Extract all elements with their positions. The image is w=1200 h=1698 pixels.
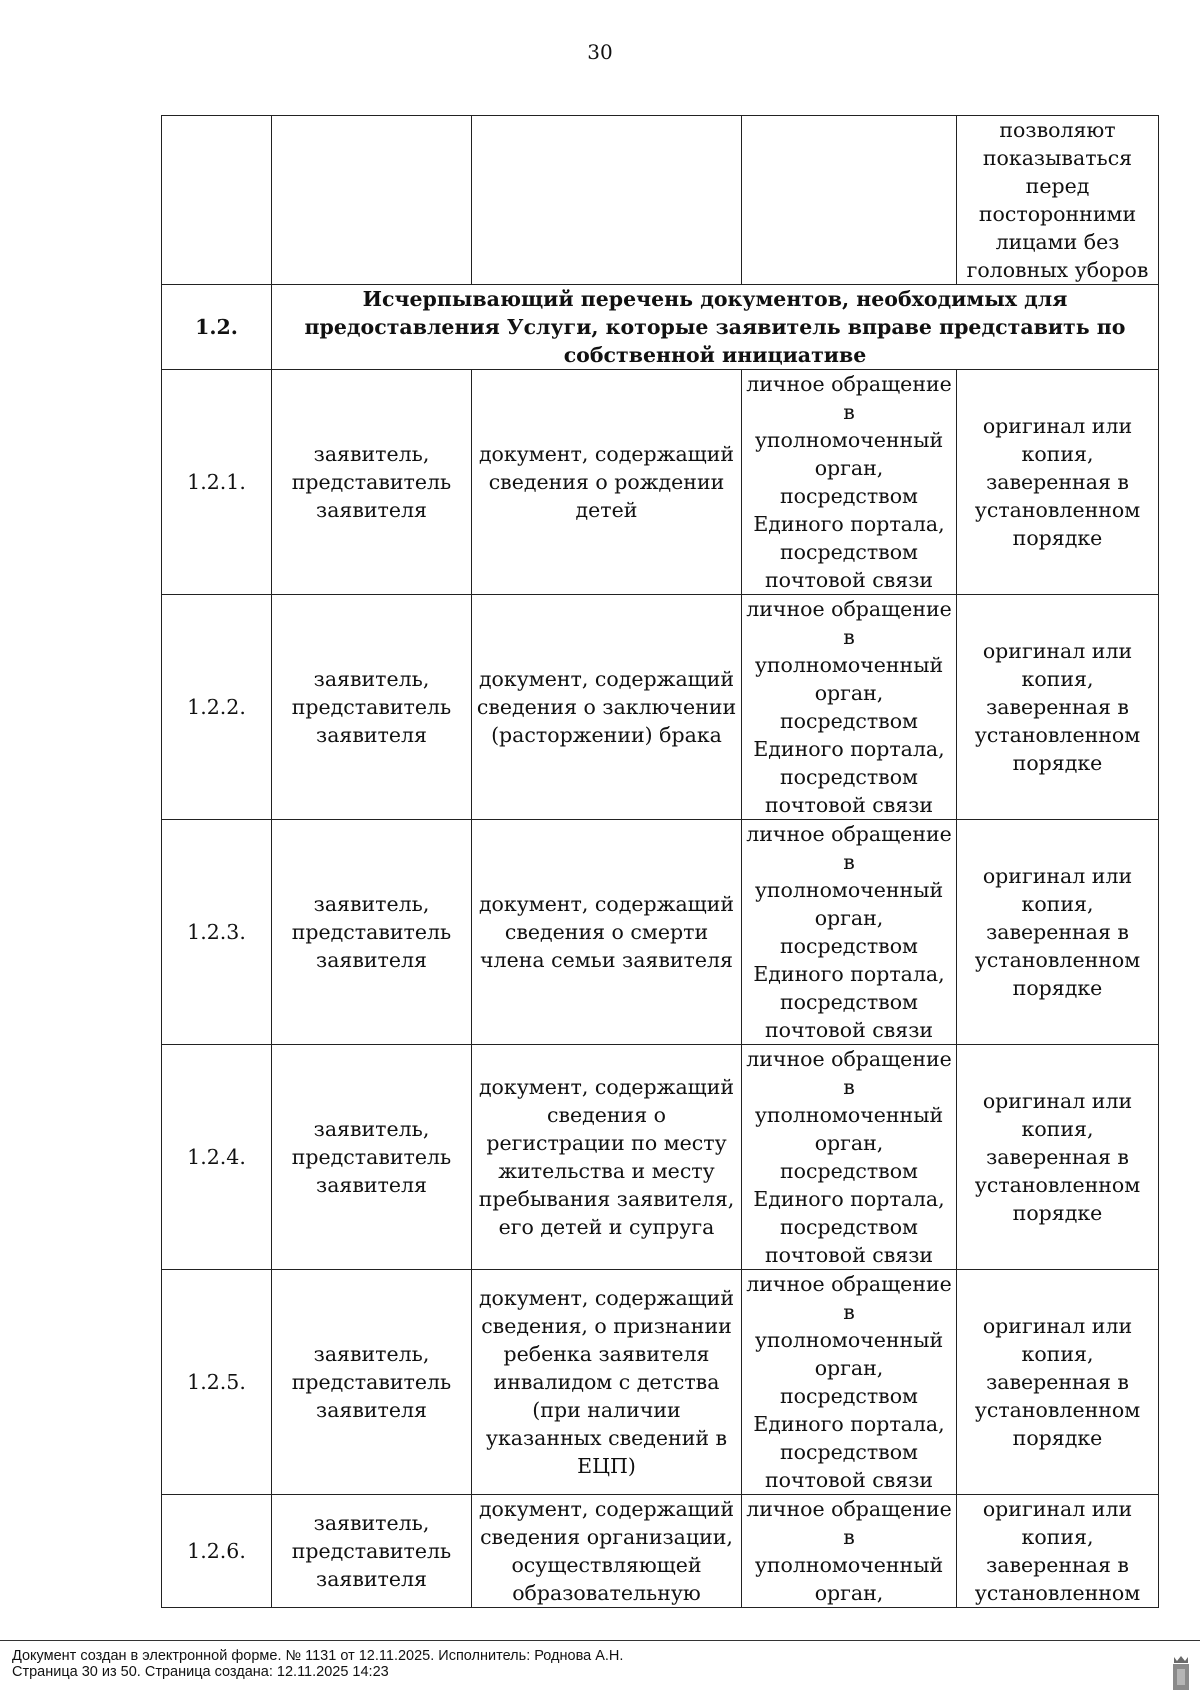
documents-table <box>161 115 1159 1608</box>
document-cell: документ, содержащий сведения о заключении (расторжении) брака <box>472 595 742 820</box>
coat-of-arms-icon <box>1172 1655 1190 1691</box>
footer-divider <box>0 1640 1200 1641</box>
row-number: 1.2.1. <box>162 370 272 595</box>
form-cell: оригинал или копия, заверенная в установленном порядке <box>957 370 1159 595</box>
empty-cell <box>472 116 742 285</box>
table-row <box>162 370 1159 595</box>
applicant-cell: заявитель, представитель заявителя <box>272 820 472 1045</box>
method-cell: личное обращение в уполномоченный орган, посредством Единого портала, посредством почтовой связи <box>742 1045 957 1270</box>
method-cell: личное обращение в уполномоченный орган, посредством Единого портала, посредством почтовой связи <box>742 370 957 595</box>
document-cell: документ, содержащий сведения, о признании ребенка заявителя инвалидом с детства (при наличии указанных сведений в ЕЦП) <box>472 1270 742 1495</box>
applicant-cell: заявитель, представитель заявителя <box>272 595 472 820</box>
table-row <box>162 820 1159 1045</box>
form-cell: оригинал или копия, заверенная в установленном порядке <box>957 1045 1159 1270</box>
applicant-cell: заявитель, представитель заявителя <box>272 370 472 595</box>
document-cell: документ, содержащий сведения о рождении детей <box>472 370 742 595</box>
row-number: 1.2.3. <box>162 820 272 1045</box>
empty-cell <box>742 116 957 285</box>
form-cell: оригинал или копия, заверенная в установленном порядке <box>957 1270 1159 1495</box>
document-cell: документ, содержащий сведения о регистрации по месту жительства и месту пребывания заявителя, его детей и супруга <box>472 1045 742 1270</box>
footer-line-1: Документ создан в электронной форме. № 1131 от 12.11.2025. Исполнитель: Роднова А.Н. <box>12 1648 624 1664</box>
section-row <box>162 285 1159 370</box>
document-cell: документ, содержащий сведения о смерти члена семьи заявителя <box>472 820 742 1045</box>
applicant-cell: заявитель, представитель заявителя <box>272 1270 472 1495</box>
continued-row <box>162 116 1159 285</box>
row-number: 1.2.6. <box>162 1495 272 1608</box>
continued-form-cell: позволяют показываться перед посторонними лицами без головных уборов <box>957 116 1159 285</box>
applicant-cell: заявитель, представитель заявителя <box>272 1495 472 1608</box>
form-cell: оригинал или копия, заверенная в установленном <box>957 1495 1159 1608</box>
method-cell: личное обращение в уполномоченный орган, <box>742 1495 957 1608</box>
row-number: 1.2.4. <box>162 1045 272 1270</box>
table-row <box>162 1495 1159 1608</box>
empty-cell <box>162 116 272 285</box>
table-row <box>162 1270 1159 1495</box>
form-cell: оригинал или копия, заверенная в установленном порядке <box>957 595 1159 820</box>
applicant-cell: заявитель, представитель заявителя <box>272 1045 472 1270</box>
row-number: 1.2.2. <box>162 595 272 820</box>
form-cell: оригинал или копия, заверенная в установленном порядке <box>957 820 1159 1045</box>
row-number: 1.2.5. <box>162 1270 272 1495</box>
section-title: Исчерпывающий перечень документов, необходимых для предоставления Услуги, которые заявитель вправе представить по собственной инициативе <box>272 285 1159 370</box>
method-cell: личное обращение в уполномоченный орган, посредством Единого портала, посредством почтовой связи <box>742 820 957 1045</box>
footer <box>12 1648 623 1680</box>
footer-line-2: Страница 30 из 50. Страница создана: 12.11.2025 14:23 <box>12 1664 389 1680</box>
page-number: 30 <box>587 40 613 64</box>
document-cell: документ, содержащий сведения организации, осуществляющей образовательную <box>472 1495 742 1608</box>
section-number: 1.2. <box>162 285 272 370</box>
method-cell: личное обращение в уполномоченный орган, посредством Единого портала, посредством почтовой связи <box>742 1270 957 1495</box>
table-row <box>162 1045 1159 1270</box>
empty-cell <box>272 116 472 285</box>
method-cell: личное обращение в уполномоченный орган, посредством Единого портала, посредством почтовой связи <box>742 595 957 820</box>
table-row <box>162 595 1159 820</box>
